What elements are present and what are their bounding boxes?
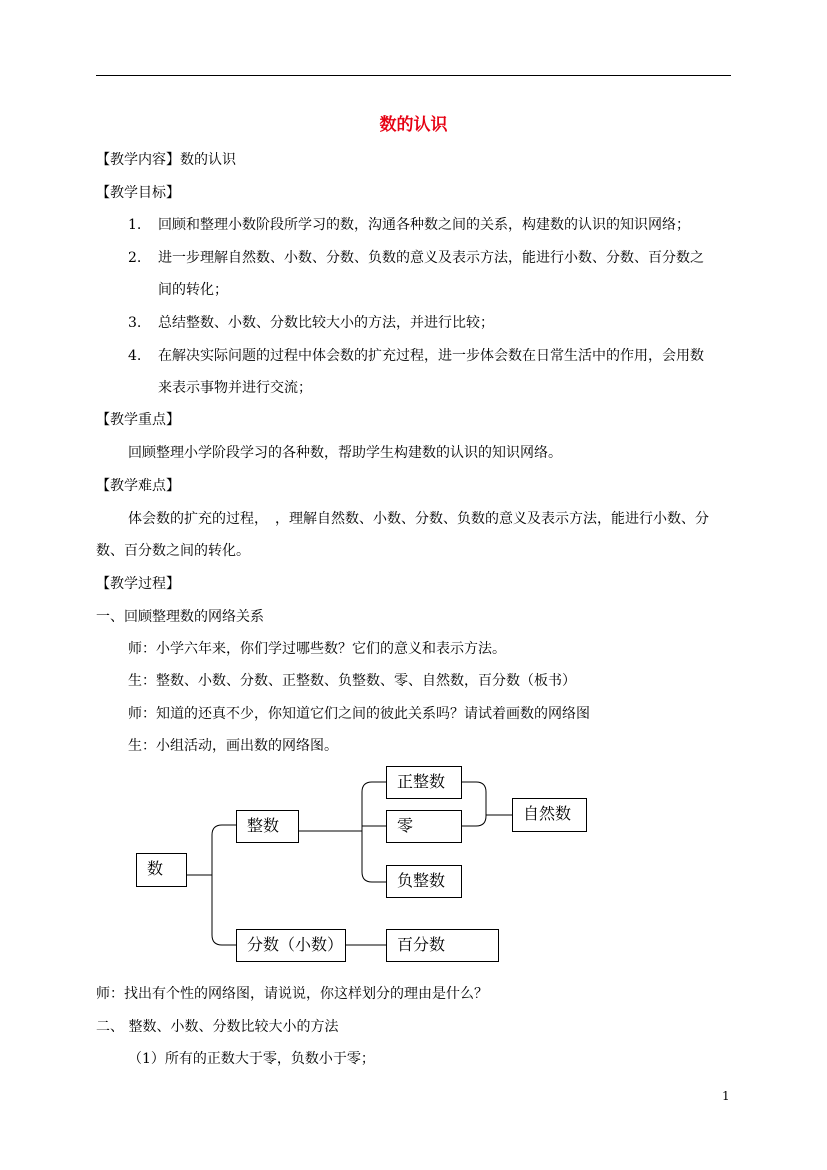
diagram-zero-box: 零	[386, 810, 462, 843]
objective-text-2: 进一步理解自然数、小数、分数、负数的意义及表示方法，能进行小数、分数、百分数之	[158, 250, 704, 266]
section-1-title: 一、回顾整理数的网络关系	[96, 609, 264, 625]
page-title: 数的认识	[379, 115, 448, 135]
difficulty-text: 体会数的扩充的过程， ，理解自然数、小数、分数、负数的意义及表示方法，能进行小数、分	[128, 511, 709, 527]
objective-number-3: 3.	[128, 315, 142, 331]
diagram-fraction-decimal-box: 分数（小数）	[236, 929, 346, 962]
diagram-negative-integer-box: 负整数	[386, 865, 462, 898]
comparison-rule-1: （1）所有的正数大于零，负数小于零；	[128, 1051, 375, 1067]
objective-number-2: 2.	[128, 250, 142, 266]
objective-number-4: 4.	[128, 348, 142, 364]
process-heading: 【教学过程】	[96, 576, 180, 592]
diagram-integer-box: 整数	[236, 810, 299, 843]
key-point-heading: 【教学重点】	[96, 412, 180, 428]
diagram-number-box: 数	[136, 853, 187, 887]
objective-text-1: 回顾和整理小数阶段所学习的数，沟通各种数之间的关系，构建数的认识的知识网络；	[158, 217, 690, 233]
page-number: 1	[722, 1089, 730, 1103]
objectives-heading: 【教学目标】	[96, 185, 180, 201]
content-text: 数的认识	[180, 152, 236, 168]
difficulty-heading: 【教学难点】	[96, 478, 180, 494]
diagram-natural-number-box: 自然数	[512, 798, 587, 832]
objective-number-1: 1.	[128, 217, 142, 233]
dialog-line-4: 生：小组活动，画出数的网络图。	[128, 738, 338, 754]
dialog-line-1: 师：小学六年来，你们学过哪些数？它们的意义和表示方法。	[128, 641, 506, 657]
diagram-percentage-box: 百分数	[386, 929, 499, 962]
objective-text-3: 总结整数、小数、分数比较大小的方法，并进行比较；	[158, 315, 494, 331]
objective-text-4: 在解决实际问题的过程中体会数的扩充过程，进一步体会数在日常生活中的作用，会用数	[158, 348, 704, 364]
difficulty-text-cont: 数、百分数之间的转化。	[96, 543, 250, 559]
diagram-positive-integer-box: 正整数	[386, 766, 462, 799]
content-label: 【教学内容】	[96, 152, 180, 168]
section-2-title: 二、 整数、小数、分数比较大小的方法	[96, 1019, 339, 1035]
dialog-line-3: 师：知道的还真不少，你知道它们之间的彼此关系吗？请试着画数的网络图	[128, 706, 590, 722]
key-point-text: 回顾整理小学阶段学习的各种数，帮助学生构建数的认识的知识网络。	[128, 445, 562, 461]
dialog-line-2: 生：整数、小数、分数、正整数、负整数、零、自然数，百分数（板书）	[128, 673, 576, 689]
after-diagram-line: 师：找出有个性的网络图，请说说，你这样划分的理由是什么？	[96, 986, 488, 1002]
objective-text-4-cont: 来表示事物并进行交流；	[158, 380, 312, 396]
objective-text-2-cont: 间的转化；	[158, 282, 228, 298]
